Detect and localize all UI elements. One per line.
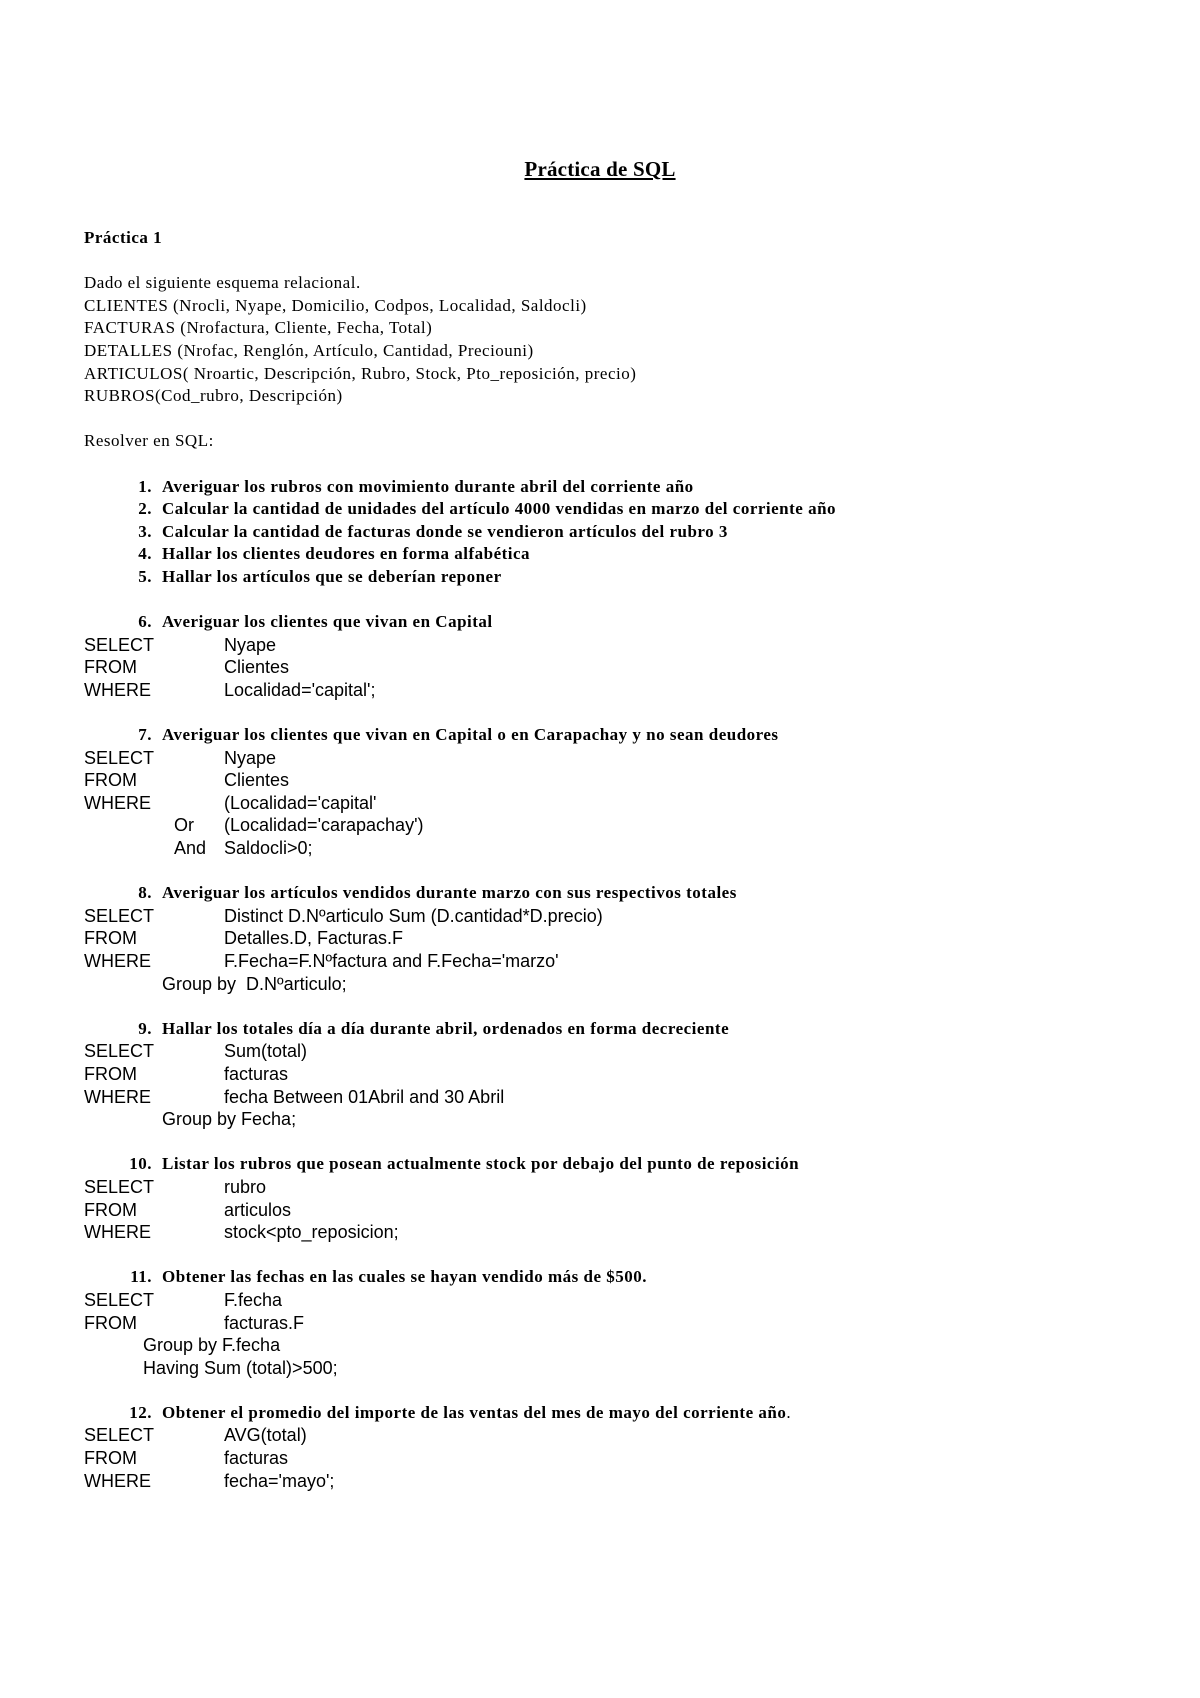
- sql-line: [84, 792, 1144, 815]
- sql-value: (Localidad='carapachay'): [224, 815, 424, 836]
- sql-line: [84, 1108, 1144, 1131]
- sql-line: [84, 1357, 1144, 1380]
- sql-group-by: Group by Fecha;: [162, 1109, 297, 1130]
- sql-keyword: FROM: [84, 770, 137, 791]
- document-body: [84, 227, 1144, 1492]
- sql-group-by: Group by D.Nºarticulo;: [162, 973, 347, 994]
- question-number: 8.: [138, 883, 152, 903]
- sql-value: Nyape: [224, 747, 277, 768]
- task-item: [84, 521, 1144, 544]
- sql-value: Detalles.D, Facturas.F: [224, 928, 404, 949]
- question-heading: [84, 1266, 1144, 1289]
- sql-line: [84, 1086, 1144, 1109]
- sql-line: [84, 679, 1144, 702]
- sql-value: F.fecha: [224, 1289, 283, 1310]
- task-text: Hallar los artículos que se deberían reponer: [162, 566, 502, 586]
- sql-value: Saldocli>0;: [224, 838, 313, 859]
- sql-value: Clientes: [224, 770, 290, 791]
- sql-having: Having Sum (total)>500;: [143, 1357, 338, 1378]
- question-heading: [84, 882, 1144, 905]
- sql-line: [84, 1221, 1144, 1244]
- sql-line: [84, 747, 1144, 770]
- sql-keyword: WHERE: [84, 1470, 151, 1491]
- question-heading: [84, 611, 1144, 634]
- task-item: [84, 498, 1144, 521]
- sql-line: [84, 1199, 1144, 1222]
- sql-line: [84, 1447, 1144, 1470]
- task-text: Calcular la cantidad de facturas donde se vendieron artículos del rubro 3: [162, 521, 728, 541]
- sql-value: stock<pto_reposicion;: [224, 1222, 399, 1243]
- question-number: 9.: [138, 1018, 152, 1038]
- question-heading: [84, 1153, 1144, 1176]
- sql-value: AVG(total): [224, 1425, 307, 1446]
- sql-value: Sum(total): [224, 1041, 308, 1062]
- sql-line: [84, 1470, 1144, 1493]
- sql-keyword: FROM: [84, 1199, 137, 1220]
- question-heading: [84, 1402, 1144, 1425]
- sql-keyword: FROM: [84, 1063, 137, 1084]
- sql-keyword: WHERE: [84, 792, 151, 813]
- task-number: 2.: [138, 499, 152, 519]
- sql-line: [84, 1176, 1144, 1199]
- sql-group-by: Group by F.fecha: [143, 1335, 281, 1356]
- task-item: [84, 566, 1144, 589]
- sql-keyword: SELECT: [84, 905, 155, 926]
- sql-value: fecha Between 01Abril and 30 Abril: [224, 1086, 505, 1107]
- schema-line: RUBROS(Cod_rubro, Descripción): [84, 386, 343, 406]
- sql-value: facturas: [224, 1448, 289, 1469]
- practice-heading: Práctica 1: [84, 228, 163, 247]
- sql-value: Nyape: [224, 634, 277, 655]
- sql-keyword: FROM: [84, 928, 137, 949]
- sql-keyword: Or: [174, 815, 194, 836]
- sql-line: [84, 1040, 1144, 1063]
- sql-line: [84, 656, 1144, 679]
- sql-line: [84, 973, 1144, 996]
- sql-keyword: FROM: [84, 1312, 137, 1333]
- question-number: 10.: [129, 1154, 152, 1174]
- question-heading: [84, 1018, 1144, 1041]
- sql-value: Clientes: [224, 657, 290, 678]
- question-heading: [84, 724, 1144, 747]
- schema-line: DETALLES (Nrofac, Renglón, Artículo, Cantidad, Preciouni): [84, 340, 534, 360]
- sql-keyword: WHERE: [84, 679, 151, 700]
- question-text: Averiguar los clientes que vivan en Capital: [162, 612, 493, 632]
- sql-keyword: And: [174, 838, 207, 859]
- task-number: 1.: [138, 476, 152, 496]
- sql-line: [84, 634, 1144, 657]
- question-number: 12.: [129, 1402, 152, 1422]
- sql-line: [84, 814, 1144, 837]
- sql-line: [84, 1334, 1144, 1357]
- task-number: 3.: [138, 521, 152, 541]
- sql-line: [84, 1424, 1144, 1447]
- question-number: 7.: [138, 725, 152, 745]
- sql-value: F.Fecha=F.Nºfactura and F.Fecha='marzo': [224, 951, 559, 971]
- task-number: 4.: [138, 544, 152, 564]
- schema-line: CLIENTES (Nrocli, Nyape, Domicilio, Codpos, Localidad, Saldocli): [84, 295, 587, 315]
- question-text: Listar los rubros que posean actualmente stock por debajo del punto de reposición: [162, 1154, 800, 1174]
- sql-line: [84, 1063, 1144, 1086]
- sql-value: facturas.F: [224, 1312, 305, 1333]
- question-text: Obtener el promedio del importe de las ventas del mes de mayo del corriente año: [162, 1402, 787, 1422]
- sql-value: Localidad='capital';: [224, 679, 376, 700]
- sql-value: (Localidad='capital': [224, 792, 377, 813]
- resolver-label: Resolver en SQL:: [84, 431, 214, 451]
- question-text: Averiguar los artículos vendidos durante marzo con sus respectivos totales: [162, 883, 737, 903]
- sql-keyword: FROM: [84, 1448, 137, 1469]
- task-text: Hallar los clientes deudores en forma alfabética: [162, 544, 531, 564]
- question-number: 6.: [138, 612, 152, 632]
- question-text: Hallar los totales día a día durante abril, ordenados en forma decreciente: [162, 1018, 730, 1038]
- sql-keyword: SELECT: [84, 634, 155, 655]
- sql-line: [84, 837, 1144, 860]
- task-number: 5.: [138, 566, 152, 586]
- sql-keyword: WHERE: [84, 1086, 151, 1107]
- sql-keyword: SELECT: [84, 747, 155, 768]
- sql-keyword: FROM: [84, 657, 137, 678]
- sql-value: articulos: [224, 1199, 292, 1220]
- question-period: .: [786, 1402, 792, 1422]
- schema-line: ARTICULOS( Nroartic, Descripción, Rubro, Stock, Pto_reposición, precio): [84, 363, 637, 383]
- sql-keyword: SELECT: [84, 1425, 155, 1446]
- task-item: [84, 543, 1144, 566]
- intro-text: Dado el siguiente esquema relacional.: [84, 273, 361, 293]
- sql-keyword: WHERE: [84, 951, 151, 971]
- schema-line: FACTURAS (Nrofactura, Cliente, Fecha, Total): [84, 318, 433, 338]
- question-number: 11.: [130, 1267, 152, 1287]
- task-text: Calcular la cantidad de unidades del artículo 4000 vendidas en marzo del corriente año: [162, 499, 837, 519]
- sql-line: [84, 769, 1144, 792]
- sql-line: [84, 950, 1144, 973]
- sql-keyword: SELECT: [84, 1289, 155, 1310]
- task-text: Averiguar los rubros con movimiento durante abril del corriente año: [162, 476, 694, 496]
- sql-keyword: WHERE: [84, 1222, 151, 1243]
- sql-value: fecha='mayo';: [224, 1470, 335, 1491]
- sql-value: Distinct D.Nºarticulo Sum (D.cantidad*D.precio): [224, 905, 603, 926]
- sql-line: [84, 927, 1144, 950]
- sql-keyword: SELECT: [84, 1176, 155, 1197]
- page-title: Práctica de SQL: [524, 157, 676, 181]
- sql-line: [84, 1289, 1144, 1312]
- task-item: [84, 476, 1144, 499]
- sql-value: rubro: [224, 1176, 267, 1197]
- sql-value: facturas: [224, 1063, 289, 1084]
- question-text: Averiguar los clientes que vivan en Capital o en Carapachay y no sean deudores: [162, 725, 779, 745]
- sql-line: [84, 1312, 1144, 1335]
- question-text: Obtener las fechas en las cuales se hayan vendido más de $500.: [162, 1267, 647, 1287]
- sql-line: [84, 905, 1144, 928]
- sql-keyword: SELECT: [84, 1041, 155, 1062]
